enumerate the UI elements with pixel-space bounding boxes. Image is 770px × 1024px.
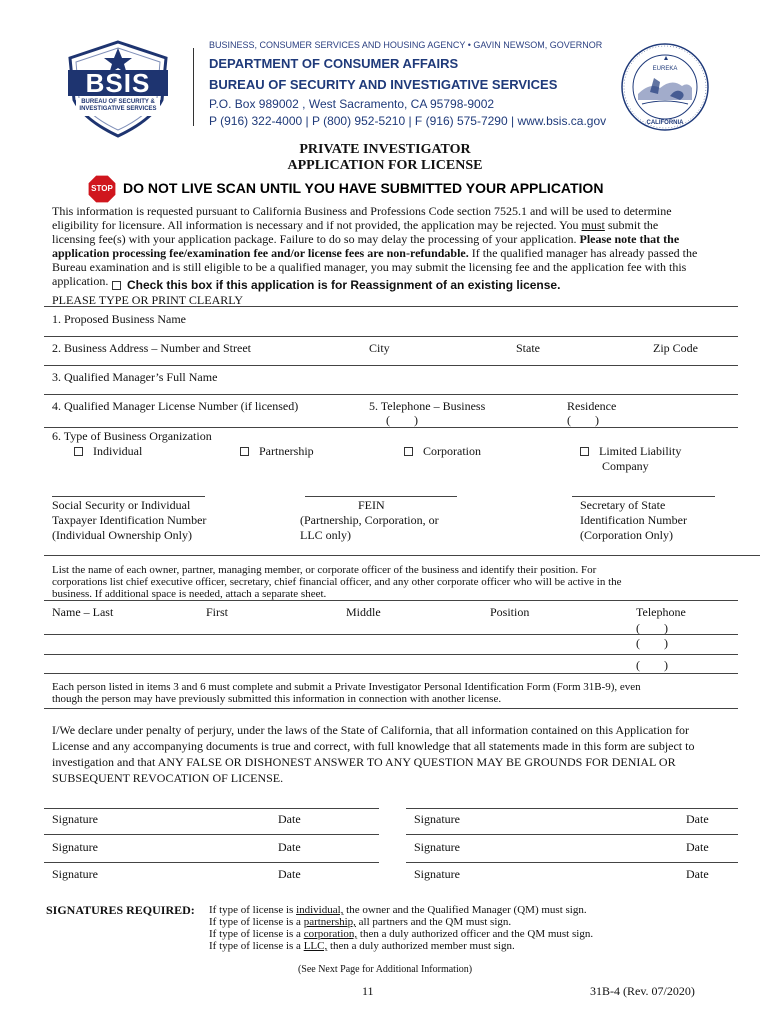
date-label: Date: [278, 812, 301, 826]
owners-col-position: Position: [490, 605, 530, 619]
form-title-line2: APPLICATION FOR LICENSE: [287, 158, 483, 173]
rule: [44, 306, 738, 307]
logo-text: BSIS: [85, 68, 151, 98]
sos-id-label: Secretary of State Identification Number (Corporation Only): [580, 498, 687, 542]
date-label: Date: [686, 840, 709, 854]
rule: [44, 336, 738, 337]
agency-line: BUSINESS, CONSUMER SERVICES AND HOUSING AGENCY • GAVIN NEWSOM, GOVERNOR: [209, 40, 603, 50]
business-name-label: 1. Proposed Business Name: [52, 312, 186, 326]
date-label: Date: [278, 867, 301, 881]
owner-row-3-line[interactable]: [44, 673, 738, 674]
city-label: City: [369, 341, 390, 355]
personal-id-form-note: Each person listed in items 3 and 6 must complete and submit a Private Investigator Personal Identification Form (Form 31B-9), even though the person may have previously submitted this information in connection with another license.: [52, 681, 641, 705]
signature-label: Signature: [414, 867, 460, 881]
owners-instructions: List the name of each owner, partner, managing member, or corporate officer of the business and identify their position. For corporations list chief executive officer, secretary, chief financial officer, and any other corporate officer who will be active in the business. If additional space is needed, attach a separate sheet.: [52, 564, 622, 600]
org-partnership-option: Partnership: [240, 444, 314, 458]
perjury-declaration: I/We declare under penalty of perjury, under the laws of the State of California, that all information contained on this Application for License and any accompanying documents is true and correct, with full knowledge that all statements made in this form are subject to investigation and that ANY FALSE OR DISHONEST ANSWER TO ANY QUESTION MAY BE GROUNDS FOR DENIAL OR SUBSEQUENT REVOCATION OF LICENSE.: [52, 723, 695, 785]
signature-line-1-left[interactable]: [44, 834, 379, 835]
bureau-contact: P (916) 322-4000 | P (800) 952-5210 | F (916) 575-7290 | www.bsis.ca.gov: [209, 114, 607, 128]
rule-llc: If type of license is a LLC, then a duly authorized member must sign.: [209, 940, 515, 952]
org-partnership-checkbox[interactable]: [240, 447, 249, 456]
rule: [44, 555, 760, 556]
owners-col-telephone: Telephone: [636, 605, 686, 619]
stop-sign-text: STOP: [91, 184, 113, 193]
reassignment-checkbox[interactable]: [112, 281, 121, 290]
signatures-required-rules: [209, 904, 729, 952]
intro-paragraph: [52, 204, 732, 288]
rule: [44, 708, 738, 709]
rule-partnership: If type of license is a partnership, all partners and the QM must sign.: [209, 916, 512, 928]
ssn-field-line[interactable]: [52, 496, 205, 497]
intro-line-3: licensing fee(s) with your application package. Failure to do so may delay the processing of your application. Please note that the: [52, 232, 680, 246]
signatures-required-label: SIGNATURES REQUIRED:: [46, 903, 195, 917]
rule-corporation: If type of license is a corporation, then a duly authorized officer and the QM must sign.: [209, 928, 594, 940]
bsis-logo: [62, 40, 174, 138]
rule: [44, 600, 738, 601]
ssn-label: Social Security or Individual Taxpayer Identification Number (Individual Ownership Only): [52, 498, 207, 542]
intro-line-5: Bureau examination and is still eligible to be a qualified manager, you may submit the licensing fee and the application fee with this: [52, 260, 687, 274]
qualified-manager-name-field[interactable]: [44, 384, 738, 394]
fein-field-line[interactable]: [305, 496, 457, 497]
form-number: 31B-4 (Rev. 07/2020): [590, 984, 695, 998]
business-phone-area-code[interactable]: ( ): [386, 413, 418, 427]
reassignment-option: [112, 278, 560, 292]
rule: [406, 808, 738, 809]
date-label: Date: [278, 840, 301, 854]
zip-code-label: Zip Code: [653, 341, 698, 355]
signature-label: Signature: [52, 867, 98, 881]
rule: [44, 427, 738, 428]
page-number: 11: [362, 984, 374, 998]
bureau-address: P.O. Box 989002 , West Sacramento, CA 95798-9002: [209, 97, 495, 111]
seal-bottom-text: CALIFORNIA: [646, 120, 684, 126]
org-llc-label-line2: Company: [602, 459, 649, 473]
rule-individual: If type of license is individual, the owner and the Qualified Manager (QM) must sign.: [209, 904, 587, 916]
signature-label: Signature: [414, 840, 460, 854]
owners-col-middle: Middle: [346, 605, 381, 619]
sos-id-field-line[interactable]: [572, 496, 715, 497]
org-llc-checkbox[interactable]: [580, 447, 589, 456]
date-label: Date: [686, 867, 709, 881]
seal-motto: EUREKA: [652, 66, 678, 72]
intro-line-2: eligibility for licensure. All information is necessary and if not provided, the application may be rejected. You must submit the: [52, 218, 659, 232]
rule: [44, 394, 738, 395]
state-label: State: [516, 341, 540, 355]
business-address-field[interactable]: [44, 355, 738, 365]
fein-label: FEIN (Partnership, Corporation, or LLC only): [300, 498, 439, 542]
business-address-label: 2. Business Address – Number and Street: [52, 341, 251, 355]
business-org-type-label: 6. Type of Business Organization: [52, 429, 212, 443]
reassignment-label: Check this box if this application is for Reassignment of an existing license.: [127, 278, 561, 292]
signature-line-1-right[interactable]: [406, 834, 738, 835]
signature-label: Signature: [52, 812, 98, 826]
org-corporation-option: Corporation: [404, 444, 481, 458]
owners-col-first: First: [206, 605, 229, 619]
next-page-note: (See Next Page for Additional Information): [297, 964, 473, 975]
stop-sign-icon: [87, 174, 117, 204]
business-name-field[interactable]: [44, 326, 738, 336]
california-seal: [620, 42, 710, 132]
org-individual-option: Individual: [74, 444, 142, 458]
residence-telephone-label: Residence: [567, 399, 617, 413]
owner-row-1-line[interactable]: [44, 634, 738, 635]
signature-line-2-right[interactable]: [406, 862, 738, 863]
intro-line-6: application.: [52, 274, 109, 288]
rule: [44, 808, 379, 809]
form-title-line1: PRIVATE INVESTIGATOR: [299, 142, 471, 157]
signature-label: Signature: [414, 812, 460, 826]
logo-subtext-1: BUREAU OF SECURITY &: [81, 99, 155, 105]
residence-phone-area-code[interactable]: ( ): [567, 413, 599, 427]
owners-col-last: Name – Last: [52, 605, 114, 619]
signature-label: Signature: [52, 840, 98, 854]
qualified-manager-name-label: 3. Qualified Manager’s Full Name: [52, 370, 218, 384]
rule: [44, 365, 738, 366]
intro-line-1: This information is requested pursuant to California Business and Professions Code section 7525.1 and will be used to determine: [52, 204, 672, 218]
date-label: Date: [686, 812, 709, 826]
business-telephone-label: 5. Telephone – Business: [369, 399, 486, 413]
print-clearly-note: PLEASE TYPE OR PRINT CLEARLY: [52, 293, 244, 307]
department-name: DEPARTMENT OF CONSUMER AFFAIRS: [209, 56, 459, 71]
org-corporation-checkbox[interactable]: [404, 447, 413, 456]
intro-line-4: application processing fee/examination fee and/or license fees are non-refundable. If the qualified manager has already passed the: [52, 246, 698, 260]
owner-row-3-phone[interactable]: ( ): [636, 658, 668, 672]
org-individual-checkbox[interactable]: [74, 447, 83, 456]
header-divider: [193, 48, 194, 126]
qm-license-number-label: 4. Qualified Manager License Number (if licensed): [52, 399, 299, 413]
signature-line-2-left[interactable]: [44, 862, 379, 863]
owner-row-2-phone[interactable]: ( ): [636, 636, 668, 650]
owner-row-2-line[interactable]: [44, 654, 738, 655]
live-scan-warning: DO NOT LIVE SCAN UNTIL YOU HAVE SUBMITTED YOUR APPLICATION: [123, 180, 604, 196]
owner-row-1-phone[interactable]: ( ): [636, 621, 668, 635]
org-llc-option: Limited Liability: [580, 444, 681, 458]
bureau-name: BUREAU OF SECURITY AND INVESTIGATIVE SERVICES: [209, 77, 558, 92]
logo-subtext-2: INVESTIGATIVE SERVICES: [79, 106, 157, 112]
